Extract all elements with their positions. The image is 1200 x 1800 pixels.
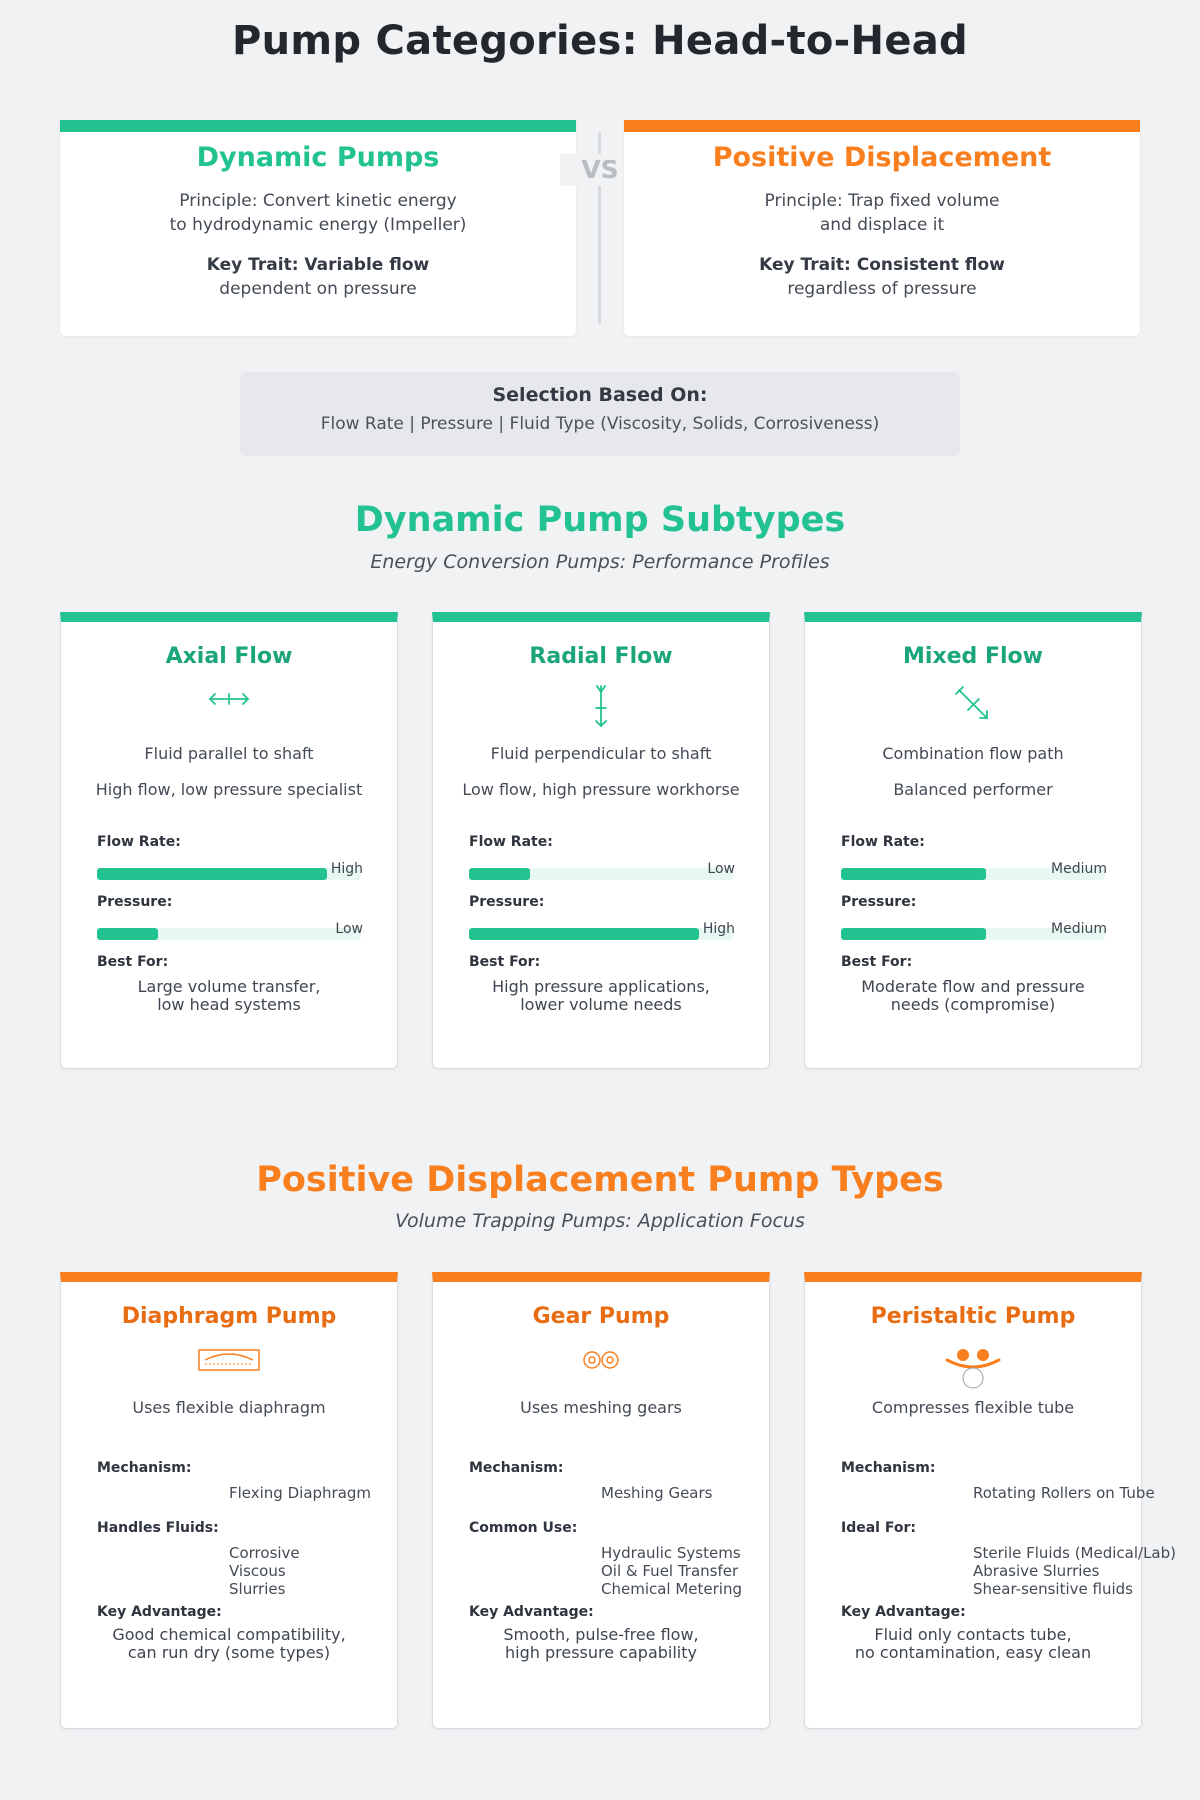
card-title: Radial Flow — [529, 644, 673, 669]
dynamic-trait-text: dependent on pressure — [219, 279, 417, 299]
diaphragm-pump-card — [60, 1272, 398, 1729]
card-title: Gear Pump — [532, 1304, 670, 1329]
peristaltic-pump-card — [804, 1272, 1176, 1729]
list-item: Sterile Fluids (Medical/Lab) — [973, 1544, 1176, 1562]
best-for-text: Large volume transfer, low head systems — [137, 977, 321, 1014]
positive-displacement-card — [624, 120, 1140, 336]
flow-rate-bar-fill — [97, 868, 327, 880]
selection-items: Flow Rate | Pressure | Fluid Type (Viscosity, Solids, Corrosiveness) — [320, 414, 880, 434]
dynamic-key-trait — [60, 253, 576, 301]
radial-flow-arrow-icon — [586, 684, 616, 730]
flow-rate-value: High — [330, 861, 363, 877]
fluid-list — [229, 1544, 300, 1598]
card-summary: High flow, low pressure specialist — [95, 780, 363, 799]
key-advantage-text: Fluid only contacts tube, no contamination, easy clean — [854, 1625, 1092, 1662]
card-description: Uses meshing gears — [520, 1398, 682, 1417]
positive-displacement-title: Positive Displacement — [712, 142, 1052, 173]
gears-icon — [578, 1344, 624, 1374]
flow-rate-value: Medium — [1051, 861, 1107, 877]
pressure-value: High — [702, 921, 735, 937]
card-title: Mixed Flow — [903, 644, 1043, 669]
card-title: Peristaltic Pump — [870, 1304, 1076, 1329]
selection-title: Selection Based On: — [492, 384, 708, 406]
best-for-label: Best For: — [841, 954, 913, 970]
pressure-label: Pressure: — [841, 894, 917, 910]
flow-rate-bar-fill — [841, 868, 986, 880]
key-advantage-text: Smooth, pulse-free flow, high pressure capability — [503, 1625, 699, 1662]
mechanism-value: Rotating Rollers on Tube — [973, 1484, 1155, 1502]
pressure-bar — [469, 921, 735, 940]
selection-criteria-box — [240, 372, 960, 456]
axial-flow-arrows-icon — [206, 684, 252, 714]
dynamic-section-title: Dynamic Pump Subtypes — [354, 500, 846, 540]
list-item: Hydraulic Systems — [601, 1544, 741, 1562]
flow-rate-bar — [841, 861, 1107, 880]
flow-rate-bar-fill — [469, 868, 530, 880]
card-description: Combination flow path — [882, 744, 1064, 763]
flow-rate-bar — [97, 861, 363, 880]
dynamic-principle: Principle: Convert kinetic energy to hydrodynamic energy (Impeller) — [169, 191, 467, 235]
list-item: Oil & Fuel Transfer — [601, 1562, 739, 1580]
pressure-bar — [97, 921, 363, 940]
pd-section-title: Positive Displacement Pump Types — [256, 1160, 944, 1200]
dynamic-trait-label: Key Trait: Variable flow — [206, 255, 430, 275]
list-item: Slurries — [229, 1580, 286, 1598]
key-advantage-label: Key Advantage: — [469, 1604, 594, 1620]
mechanism-value: Flexing Diaphragm — [229, 1484, 372, 1502]
list-item: Shear-sensitive fluids — [973, 1580, 1133, 1598]
card-summary: Low flow, high pressure workhorse — [462, 780, 740, 799]
pressure-label: Pressure: — [469, 894, 545, 910]
mechanism-value: Meshing Gears — [601, 1484, 713, 1502]
flow-rate-bar — [469, 861, 735, 880]
flow-rate-value: Low — [707, 861, 735, 877]
pressure-value: Low — [335, 921, 363, 937]
list-label: Common Use: — [469, 1520, 578, 1536]
card-title: Diaphragm Pump — [121, 1304, 337, 1329]
card-title: Axial Flow — [165, 644, 293, 669]
list-item: Chemical Metering — [601, 1580, 743, 1598]
ideal-list — [973, 1544, 1176, 1598]
key-advantage-label: Key Advantage: — [841, 1604, 966, 1620]
pd-section-subtitle: Volume Trapping Pumps: Application Focus — [395, 1210, 805, 1232]
mixed-flow-arrow-icon — [953, 684, 993, 724]
positive-principle: Principle: Trap fixed volume and displace it — [764, 191, 1000, 235]
axial-flow-card — [60, 612, 398, 1069]
pressure-bar-fill — [97, 928, 158, 940]
card-description: Fluid perpendicular to shaft — [490, 744, 712, 763]
key-advantage-text: Good chemical compatibility, can run dry (some types) — [112, 1625, 346, 1662]
card-description: Fluid parallel to shaft — [144, 744, 314, 763]
pressure-bar-fill — [469, 928, 699, 940]
pressure-value: Medium — [1051, 921, 1107, 937]
list-item: Abrasive Slurries — [973, 1562, 1100, 1580]
mixed-flow-card — [804, 612, 1142, 1069]
best-for-text: Moderate flow and pressure needs (compromise) — [861, 977, 1085, 1014]
list-label: Ideal For: — [841, 1520, 916, 1536]
pressure-label: Pressure: — [97, 894, 173, 910]
gear-pump-card — [432, 1272, 770, 1729]
pressure-bar-fill — [841, 928, 986, 940]
key-advantage-label: Key Advantage: — [97, 1604, 222, 1620]
dynamic-pumps-card — [60, 120, 576, 336]
vs-label: VS — [560, 154, 640, 186]
diaphragm-icon — [197, 1344, 261, 1374]
page-title: Pump Categories: Head-to-Head — [231, 18, 968, 64]
flow-rate-label: Flow Rate: — [97, 834, 181, 850]
use-list — [601, 1544, 742, 1598]
rollers-tube-icon — [943, 1344, 1003, 1390]
dynamic-section-subtitle: Energy Conversion Pumps: Performance Profiles — [370, 551, 830, 573]
flow-rate-label: Flow Rate: — [469, 834, 553, 850]
flow-rate-label: Flow Rate: — [841, 834, 925, 850]
mechanism-label: Mechanism: — [469, 1460, 564, 1476]
positive-key-trait — [624, 253, 1140, 301]
list-item: Corrosive — [229, 1544, 300, 1562]
card-description: Uses flexible diaphragm — [132, 1398, 326, 1417]
positive-trait-text: regardless of pressure — [787, 279, 977, 299]
best-for-label: Best For: — [469, 954, 541, 970]
positive-trait-label: Key Trait: Consistent flow — [759, 255, 1005, 275]
best-for-text: High pressure applications, lower volume needs — [492, 977, 710, 1014]
best-for-label: Best For: — [97, 954, 169, 970]
mechanism-label: Mechanism: — [97, 1460, 192, 1476]
card-description: Compresses flexible tube — [871, 1398, 1075, 1417]
dynamic-pumps-title: Dynamic Pumps — [196, 142, 440, 173]
pressure-bar — [841, 921, 1107, 940]
card-summary: Balanced performer — [893, 780, 1053, 799]
list-label: Handles Fluids: — [97, 1520, 219, 1536]
list-item: Viscous — [229, 1562, 286, 1580]
radial-flow-card — [432, 612, 770, 1069]
mechanism-label: Mechanism: — [841, 1460, 936, 1476]
